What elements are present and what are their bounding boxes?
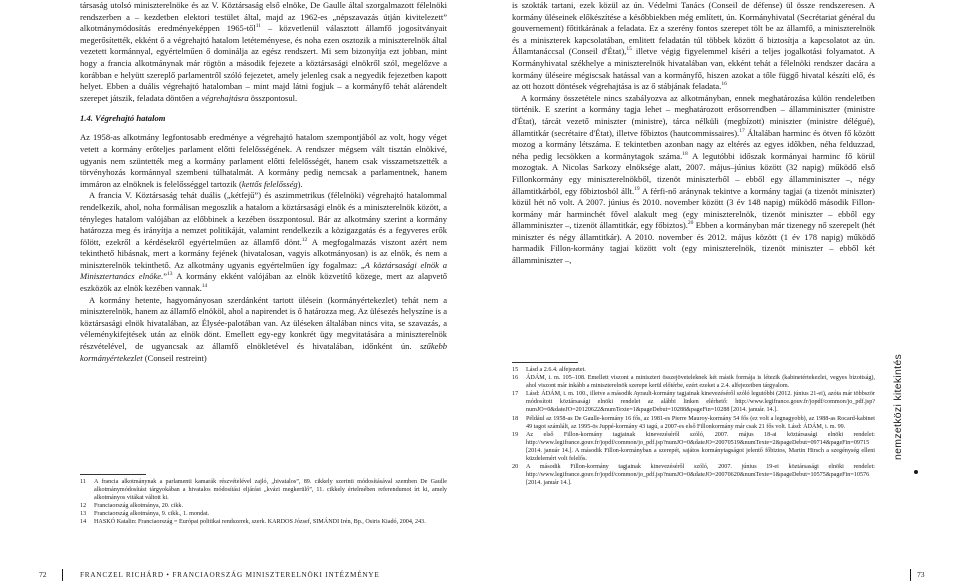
footnote-number: 12	[80, 503, 87, 510]
left-paragraph: Az 1958-as alkotmány legfontosabb eredménye a végrehajtó hatalom szempontjából az volt, hogy véget vetett a kormány erőteljes parlament előtti felelősségének. A rendszer mégsem vált tisztán elnökivé, ugyanis nem szüntették meg a kormány parlament előtti felelősségét, hanem csak visszametszették a törvényhozás kormánnyal szembeni túlhatalmát. A kormány pedig nemcsak a parlamentnek, hanem immáron az elnöknek is felelősséggel tartozik (kettős felelősség).	[80, 132, 447, 189]
footnote-item	[80, 478, 447, 502]
right-body	[512, 0, 875, 267]
footnote-number: 11	[80, 479, 86, 485]
footnote-text: A francia alkotmánynak a parlamenti kamarák részvételével zajló, „hivatalos”, 89. cikkely szerinti módosításával szemben De Gaulle alkotmánymódosítást tárgyokában a hivatalos módosítási eljárást „kvázi megkerülő”, 11. cikkely értelmében referendumot írt ki, amely alkotmányos vitákat váltott ki.	[94, 479, 447, 502]
footnote-text: Például az 1958-as De Gaulle-kormány 16 fős, az 1981-es Pierre Mauroy-kormány 54 fős (ez volt a legnagyobb), az 1988-as Rocard-kabinet 49 tagot számlált, az 1995-ös Juppé-kormány 43 tagú, a 2007-es első Fillonkormány már csak 21 fős volt. Lásd: ÁDÁM, i. m. 99.	[526, 415, 875, 430]
footnote-number: 19	[512, 431, 519, 438]
footer-divider	[62, 569, 66, 581]
footnote-item	[512, 463, 875, 487]
footnote-item	[80, 518, 447, 526]
footnote-number: 15	[512, 367, 519, 373]
right-footnotes	[512, 362, 875, 487]
footnote-rule	[512, 362, 578, 363]
footnote-number: 13	[80, 511, 87, 518]
page-number-left: 72	[39, 570, 47, 579]
left-body	[80, 0, 447, 364]
footnote-text: ÁDÁM, i. m. 105–108. Emellett viszont a miniszteri összejöveteleknek két másik formája is létezik (kabinetértekezlet, vegyes bizottság), ahol viszont már inkább a miniszterelnök szerepe kerül előtérbe, ezért ezeket a 2.4. alfejezetben tárgyalom.	[526, 375, 875, 390]
footnote-text: Lásd: ÁDÁM, i. m. 100., illetve a második Ayrault-kormány tagjainak kinevezéséről szóló legutóbbi (2012. június 21-ei), azóta már többször módosított köztársasági elnöki rendelet az alábbi linken elérhető: http://www.legifrance.gouv.fr/jopdf/common/jo_pdf.jsp?numJO=0&dateJO=20120622&numTexte=1&pageDebut=10288&pageFin=10288 [2014. január. 14.].	[526, 391, 875, 414]
right-column	[512, 0, 875, 556]
footnote-list	[80, 478, 447, 527]
left-paragraph: társaság utolsó miniszterelnöke és az V. Köztársaság első elnöke, De Gaulle által szorgalmazott félelnöki rendszerben a – kezdetben elektori testület által, majd az 1962-es „népszavazás útján kivitelezett” alkotmánymódosítás eredményeképpen 1965-től$^{11}$ – közvetlenül választott államfő jogosítványait megerősítették, ekként ő a végrehajtó hatalom letéteményese, és noha ezen osztozik a miniszterelnök által vezetett kormánnyal, egyértelműen ő dominálja az egész rendszert. Mi sem bizonyítja ezt jobban, mint hogy a francia alkotmánynak már rögtön a második fejezete a köztársasági elnökről szól, megelőzve a korábban e helyütt szereplő parlamentről szóló fejezetet, amely jelenleg csak a negyedik fejezetben kapott helyet. Ebben a duális végrehajtó hatalomban – mint majd látni fogjuk – a kormányfő tehát alárendelt szerepet játszik, feladata döntően a végrehajtásra összpontosul.	[80, 0, 447, 103]
footnote-text: Lásd a 2.6.4. alfejezetet.	[526, 367, 586, 373]
footnote-number: 14	[80, 519, 87, 526]
footnote-item	[512, 431, 875, 463]
section-side-label: nemzetközi kitekintés	[892, 353, 904, 460]
footnote-item	[512, 374, 875, 390]
footnote-number: 17	[512, 391, 519, 398]
footnote-text: HASKÓ Katalin: Franciaország = Európai politikai rendszerek, szerk. KARDOS József, SIMÁNDI Irén, Bp., Osiris Kiadó, 2004, 243.	[94, 519, 426, 526]
bullet-dot-icon	[914, 470, 918, 474]
section-title: 1.4. Végrehajtó hatalom	[80, 113, 166, 124]
footnote-item	[80, 510, 447, 518]
page-number-right: 73	[917, 570, 925, 579]
left-paragraph: A francia V. Köztársaság tehát duális („kétfejű”) és aszimmetrikus (félelnöki) végrehajtó hatalommal rendelkezik, ahol, noha formálisan megoszlik a hatalom a köztársasági elnök és a miniszterelnök között, a tényleges hatalom valójában az előbbinek a kezében összpontosul. Bár az alkotmány szerint a kormány határozza meg és irányítja a nemzet politikáját, valamint rendelkezik a közigazgatás és a fegyveres erők fölött, ezekről a kérdésekről egyértelműen az államfő dönt.$^{12}$ A megfogalmazás viszont azért nem tekinthető hibásnak, mert a kormány fejének (hivatalosan, vagyis alkotmányosan) is az elnök, és nem a miniszterelnök tekinthető. Az alkotmány ugyanis egyértelműen így fogalmaz: „A köztársasági elnök a Minisztertanács elnöke.”$^{13}$ A kormány ekként valójában az elnök közvetítő közege, mert az alapvető eszközök az elnök kezében vannak.$^{14}$	[80, 190, 447, 294]
footnote-item	[512, 366, 875, 374]
left-column	[80, 0, 447, 556]
footnote-number: 20	[512, 464, 519, 471]
footnote-text: Franciaország alkotmánya, 9. cikk., 1. mondat.	[94, 511, 210, 518]
left-footnotes	[80, 474, 447, 527]
left-paragraph: A kormány hetente, hagyományosan szerdánként tartott ülésein (kormányértekezlet) tehát nem a miniszterelnök, hanem az államfő elnököl, ahol a napirendet is ő határozza meg. Az ülésezés helyszíne is a köztársasági elnök hivatalában, az Élysée-palotában van. Az üléseken általában nincs vita, se szavazás, a véleménykifejtések után az elnök dönt. Emellett egy-egy konkrét ügy megvitatására a miniszterelnök részvételével, de ugyancsak az államfő elnökletével és hivatalában, időnként ún. szűkebb kormányértekezlet (Conseil restreint)	[80, 294, 447, 363]
right-paragraph: is szokták tartani, ezek közül az ún. Védelmi Tanács (Conseil de défense) ül össze rendszeresen. A kormány üléseinek előkészítése a későbbiekben még említett, ún. Kormányhivatal (Secrétariat général du gouvernement) főtitkárának a feladata. Ez a szerény fontos szerepet tölt be az államfő, a miniszterelnök és a miniszterek kapcsolatában, emlitett feladatán túl többek között ő biztosítja a kapcsolatot az ún. Államtanáccsal (Conseil d'État),$^{15}$ illetve végig figyelemmel kíséri a teljes jogalkotási folyamatot. A Kormányhivatal székhelye a miniszterelnök hivatalában van, ekként tehát a félelnöki rendszer dacára a kormány üléseire mégiscsak hatással van a kormányfő, hiszen azokat a tőle függő hivatal készíti elő, és az ott hozott döntések végrehajtása is az ő stábjának feladata.$^{16}$	[512, 0, 875, 92]
footnote-number: 18	[512, 415, 519, 422]
footnote-item	[512, 390, 875, 414]
running-footer: FRANCZEL RICHÁRD • FRANCIAORSZÁG MINISZTERELNÖKI INTÉZMÉNYE	[80, 571, 380, 579]
right-page	[480, 0, 959, 584]
footnote-item	[80, 502, 447, 510]
right-paragraph: A kormány összetétele nincs szabályozva az alkotmányban, ennek meghatározása külön rendeletben történik. E szerint a kormány tagja lehet – meghatározott erősorrendben – államminiszter (ministre d'État), tárcát vezető miniszter (ministre), tárca nélküli (megbízott) miniszter (ministre délégué), államtitkár (secrétaire d'État), illetve főbiztos (hautcommissaires).$^{17}$ Általában harminc és ötven fő között mozog a kormány létszáma. E tekintetben azonban nagy az eltérés az egyes időkben, néha felduzzad, néha pedig lecsökken a kormánytagok száma.$^{18}$ A legutóbbi időszak kormányai harminc fő körül mozogtak. A Nicolas Sarkozy elnöksége alatt, 2007. május–június között (32 napig) működő első Fillonkormány egy miniszterelnökből, tizenöt miniszterből – ebből egy államminiszter –, négy államtitkárból, egy főbiztosból állt.$^{19}$ A férfi-nő aránynak tekintve a kormány tagjai (a tizenöt miniszter) közül hét nő volt. A 2007. június és 2010. november között (3 év 148 napig) működő második Fillon-kormány már harminchét fővel alakult meg (egy miniszterelnök, tizenöt miniszter – ebből egy államminiszter –, tizenöt államtitkár, egy főbiztos).$^{20}$ Ebben a kormányban már tizenegy nő szerepelt (hét miniszter és négy államtitkár). A 2010. november és 2012. május között (1 év 178 napig) működő harmadik Fillon-kormány tagjai között volt (egy miniszterelnök, tizenöt miniszter – ebből két államminiszter –,	[512, 92, 875, 266]
footnote-list	[512, 366, 875, 487]
footnote-item	[512, 415, 875, 431]
footnote-rule	[80, 474, 146, 475]
footnote-text: Franciaország alkotmánya, 20. cikk.	[94, 503, 184, 510]
footnote-text: Az első Fillon-kormány tagjainak kinevezéséről szóló, 2007. május 18-ai köztársasági elnöki rendelet: http://www.legifrance.gouv.fr/jopdf/common/jo_pdf.jsp?numJO=0&dateJO=20070519&numTexte=2&pageDebut=09714&pageFin=09715 [2014. január 14.]. A második Fillon-kormányban a szerepét, sajátos kormánytagságot jelentő főbiztos, Martin Hirsch a szegénység elleni küzdelemért volt felelős.	[526, 431, 875, 463]
footer-divider	[910, 569, 914, 581]
footnote-number: 16	[512, 375, 519, 382]
footnote-text: A második Fillon-kormány tagjainak kinevezéséről szóló, 2007. június 19-ei köztársasági elnöki rendelet: http://www.legifrance.gouv.fr/jopdf/common/jo_pdf.jsp?numJO=0&dateJO=20070620&numTexte=1&pageDebut=10575&pageFin=10576 [2014. január 14.].	[526, 464, 875, 487]
